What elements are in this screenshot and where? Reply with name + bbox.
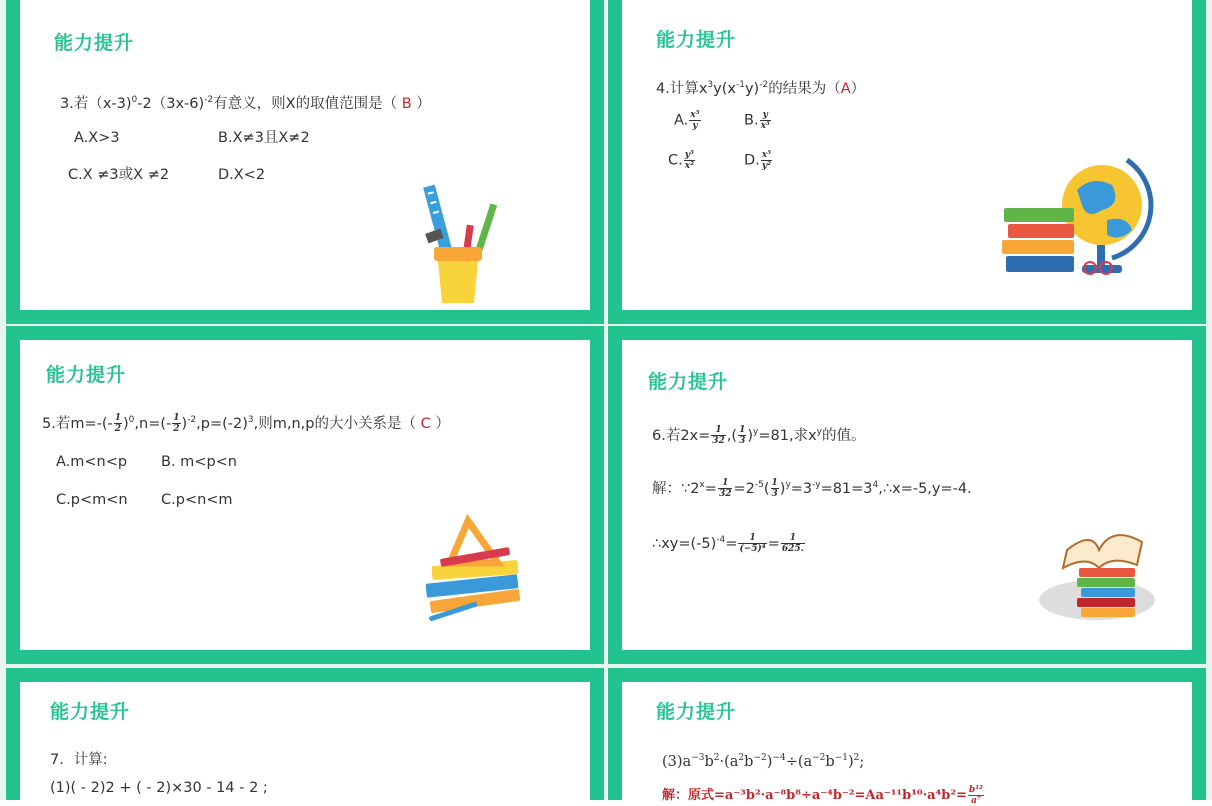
- numerator: x⁵: [761, 150, 772, 160]
- denominator: x⁵: [760, 121, 770, 131]
- slide-heading: 能力提升: [656, 29, 737, 51]
- q-text: 的值。: [822, 427, 866, 444]
- q-text: ): [766, 753, 773, 770]
- numerator: 1: [711, 425, 726, 436]
- q-text: ∴xy=(-5): [652, 535, 717, 552]
- slide-content: [20, 0, 590, 310]
- q-exp: -2: [187, 415, 197, 425]
- denominator: 625.: [781, 544, 804, 555]
- denominator: (−5)⁴: [739, 544, 766, 555]
- q-text: ,n=(-: [134, 415, 172, 432]
- solution-line: [662, 784, 985, 806]
- q-text: ): [181, 415, 188, 432]
- q-exp: 0: [128, 415, 135, 425]
- denominator: 2: [114, 424, 121, 435]
- denominator: x²: [684, 161, 695, 171]
- slide-heading: 能力提升: [648, 371, 729, 393]
- q-exp: -1: [735, 80, 745, 90]
- question-3: [60, 90, 431, 114]
- fraction: [760, 110, 771, 131]
- q-exp: 2: [853, 753, 860, 763]
- slide-8[interactable]: [608, 668, 1206, 806]
- q-text: ): [779, 480, 786, 497]
- q-exp: y: [816, 427, 822, 437]
- books-triangle-illustration: [420, 515, 540, 615]
- q-text: ,(: [726, 427, 738, 444]
- q-exp: 2: [738, 753, 745, 763]
- q-text: (: [763, 480, 770, 497]
- option-d: C.p<n<m: [161, 492, 233, 508]
- q-text: ·(a: [719, 753, 739, 770]
- fraction: [684, 150, 695, 171]
- fraction: [761, 150, 772, 171]
- slide-7[interactable]: [6, 668, 604, 800]
- q-exp: −4: [772, 753, 786, 763]
- q-text: ）: [416, 95, 431, 112]
- question-7-title: 7．计算:: [50, 752, 108, 768]
- q-text: ): [123, 415, 129, 432]
- q-text: ;: [859, 753, 865, 770]
- q-text: =81,求x: [758, 427, 817, 444]
- question-5: [42, 410, 450, 434]
- q-text: b: [744, 753, 754, 770]
- numerator: 1: [739, 425, 746, 436]
- question-4: [656, 75, 865, 99]
- q-exp: y: [753, 427, 759, 437]
- numerator: b¹²: [968, 785, 984, 795]
- numerator: y: [760, 110, 771, 121]
- q-text: 的结果为（: [768, 80, 841, 97]
- q-exp: -2: [759, 80, 769, 90]
- q-text: ,∴x=-5,y=-4.: [878, 480, 972, 497]
- answer: B: [401, 95, 412, 112]
- numerator: 1: [114, 413, 121, 424]
- numerator: 1: [771, 478, 778, 489]
- fraction: [114, 413, 122, 434]
- slide-5[interactable]: [6, 326, 604, 664]
- q-text: (3)a: [662, 753, 692, 770]
- option-a: [674, 110, 702, 131]
- q-text: ÷(a: [785, 753, 813, 770]
- q-text: 3.若（x-3): [60, 95, 132, 112]
- option-d: D.X<2: [218, 167, 266, 183]
- fraction: [738, 425, 746, 446]
- option-label: A.: [674, 112, 689, 129]
- q-text: 有意义，则X的取值范围是（: [213, 95, 398, 112]
- numerator: y⁵: [684, 150, 694, 160]
- fraction: [689, 110, 700, 131]
- q-text: 5.若m=-(-: [42, 415, 113, 432]
- slide-heading: 能力提升: [656, 701, 737, 723]
- option-b: B.X≠3且X≠2: [218, 130, 310, 146]
- solution-text: 解：原式=a⁻³b²·a⁻⁸b⁸÷a⁻⁴b⁻²=Aa⁻¹¹b¹⁰·a⁴b²=: [662, 788, 967, 803]
- slide-content: [622, 0, 1192, 310]
- numerator: 1: [718, 478, 733, 489]
- numerator: 1: [738, 533, 766, 544]
- result-line: [652, 530, 806, 554]
- numerator: x⁵: [690, 110, 700, 120]
- slide-content: [622, 340, 1192, 650]
- fraction: [968, 785, 984, 806]
- q-text: ）: [435, 415, 450, 432]
- q-exp: 4: [872, 480, 879, 490]
- slide-content: [622, 682, 1192, 806]
- q-exp: 0: [131, 95, 138, 105]
- solution-line: [652, 475, 972, 499]
- question-6: [652, 422, 866, 446]
- numerator: 1: [173, 413, 180, 424]
- option-label: C.: [668, 152, 683, 169]
- q-text: ,p=(-2): [196, 415, 248, 432]
- denominator: 3: [739, 436, 746, 447]
- q-text: =: [704, 480, 717, 497]
- slide-content: [20, 682, 590, 800]
- q-exp: -5: [754, 480, 764, 490]
- option-label: B.: [744, 112, 759, 129]
- q-text: ): [747, 427, 754, 444]
- option-c: [668, 150, 696, 171]
- q-text: 6.若2x=: [652, 427, 711, 444]
- answer: C: [420, 415, 431, 432]
- q-text: =81=3: [820, 480, 873, 497]
- q-exp: −2: [753, 753, 767, 763]
- option-a: A.m<n<p: [56, 454, 128, 470]
- fraction: [738, 533, 766, 554]
- q-exp: −1: [834, 753, 848, 763]
- q-text: -2（3x-6): [137, 95, 205, 112]
- denominator: 32: [712, 436, 725, 447]
- q-exp: -2: [204, 95, 214, 105]
- q-text: 4.计算x: [656, 80, 708, 97]
- book-stack-illustration: [1037, 510, 1152, 625]
- denominator: y²: [761, 161, 772, 171]
- q-exp: -4: [716, 535, 726, 545]
- q-text: y): [744, 80, 760, 97]
- option-b: [744, 110, 772, 131]
- denominator: a⁷: [971, 796, 981, 806]
- q-exp: 3: [247, 415, 254, 425]
- option-c: C.X ≠3或X ≠2: [68, 167, 170, 183]
- q-exp: −2: [812, 753, 826, 763]
- fraction: [771, 478, 779, 499]
- denominator: 2: [173, 424, 180, 435]
- q-text: y(x: [713, 80, 736, 97]
- q-exp: y: [785, 480, 791, 490]
- question-7-part-1: (1)( - 2)2 + ( - 2)×30 - 14 - 2 ;: [50, 780, 268, 796]
- slide-4[interactable]: [608, 0, 1206, 324]
- slide-content: [20, 340, 590, 650]
- slide-6[interactable]: [608, 326, 1206, 664]
- pencil-cup-illustration: [420, 175, 505, 307]
- q-text: ): [848, 753, 854, 770]
- denominator: 32: [718, 489, 732, 500]
- q-exp: x: [699, 480, 705, 490]
- q-exp: 3: [707, 80, 714, 90]
- fraction: [172, 413, 180, 434]
- denominator: 3: [771, 489, 778, 500]
- option-a: A.X>3: [74, 130, 120, 146]
- question-3-expression: [662, 748, 864, 772]
- q-exp: -y: [812, 480, 821, 490]
- q-text: ）: [850, 80, 866, 97]
- q-exp: −3: [691, 753, 705, 763]
- option-d: [744, 150, 773, 171]
- option-label: D.: [744, 152, 760, 169]
- q-exp: 2: [713, 753, 720, 763]
- q-text: b: [825, 753, 835, 770]
- q-text: b: [704, 753, 714, 770]
- fraction: [718, 478, 733, 499]
- q-text: 解：∵2: [652, 480, 700, 497]
- q-text: =: [725, 535, 738, 552]
- answer: A: [840, 80, 851, 97]
- slide-heading: 能力提升: [46, 364, 127, 386]
- option-c: C.p<m<n: [56, 492, 128, 508]
- denominator: y: [692, 121, 698, 131]
- fraction: [781, 533, 805, 554]
- option-b: B. m<p<n: [161, 454, 237, 470]
- slide-3[interactable]: [6, 0, 604, 324]
- slide-heading: 能力提升: [50, 701, 131, 723]
- fraction: [711, 425, 726, 446]
- globe-books-illustration: [1002, 150, 1152, 285]
- slide-heading: 能力提升: [54, 32, 135, 54]
- q-text: =2: [733, 480, 755, 497]
- q-text: =3: [790, 480, 813, 497]
- numerator: 1: [781, 533, 805, 544]
- q-text: ,则m,n,p的大小关系是（: [253, 415, 416, 432]
- q-text: =: [767, 535, 780, 552]
